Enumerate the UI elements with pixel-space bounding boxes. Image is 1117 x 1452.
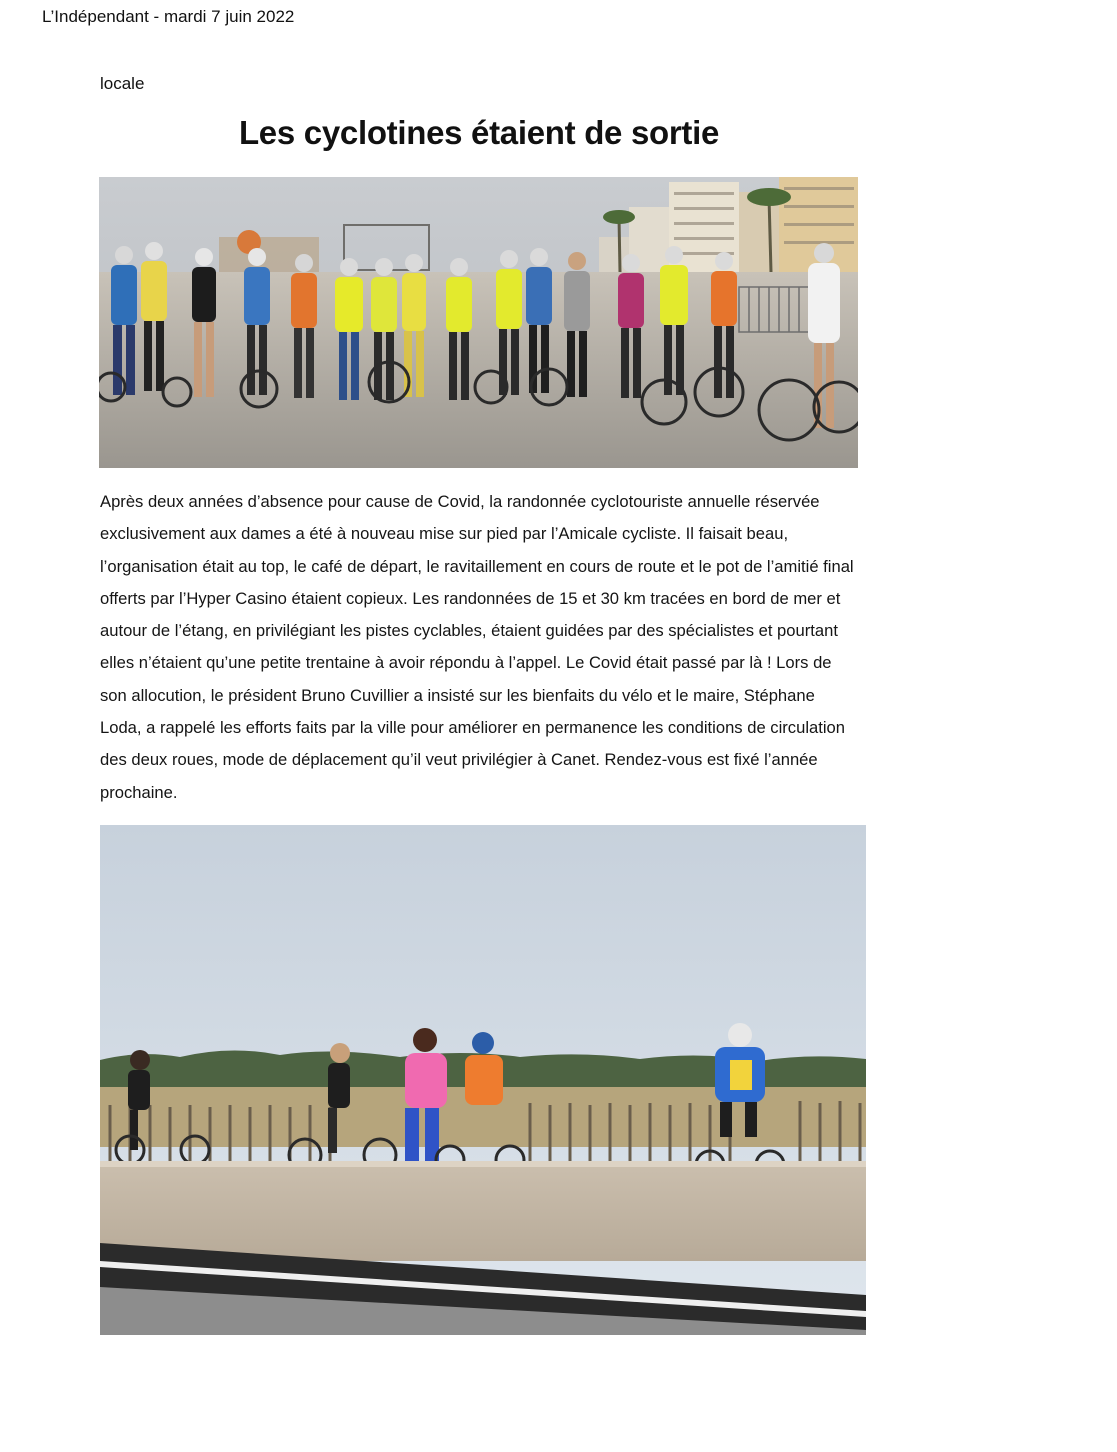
group-photo: [99, 177, 858, 468]
section-label: locale: [100, 74, 145, 93]
publication-dateline: L’Indépendant - mardi 7 juin 2022: [42, 7, 295, 26]
article-title: Les cyclotines étaient de sortie: [238, 114, 720, 151]
riders-photo: [100, 825, 866, 1335]
article-body: Après deux années d’absence pour cause de Covid, la randonnée cyclotouriste annuelle réservée exclusivement aux dames a été à nouveau mise sur pied par l’Amicale cycliste. Il faisait beau, l’organisation était au top, le café de départ, le ravitaillement en cours de route et le pot de l’amitié final offerts par l’Hyper Casino étaient copieux. Les randonnées de 15 et 30 km tracées en bord de mer et autour de l’étang, en privilégiant les pistes cyclables, étaient guidées par des spécialistes et pourtant elles n’étaient qu’une petite trentaine à avoir répondu à l’appel. Le Covid était passé par là ! Lors de son allocution, le président Bruno Cuvillier a insisté sur les bienfaits du vélo et le maire, Stéphane Loda, a rappelé les efforts faits par la ville pour améliorer en permanence les conditions de circulation des deux roues, mode de déplacement qu’il veut privilégier à Canet. Rendez-vous est fixé l’année prochaine.: [100, 492, 854, 802]
